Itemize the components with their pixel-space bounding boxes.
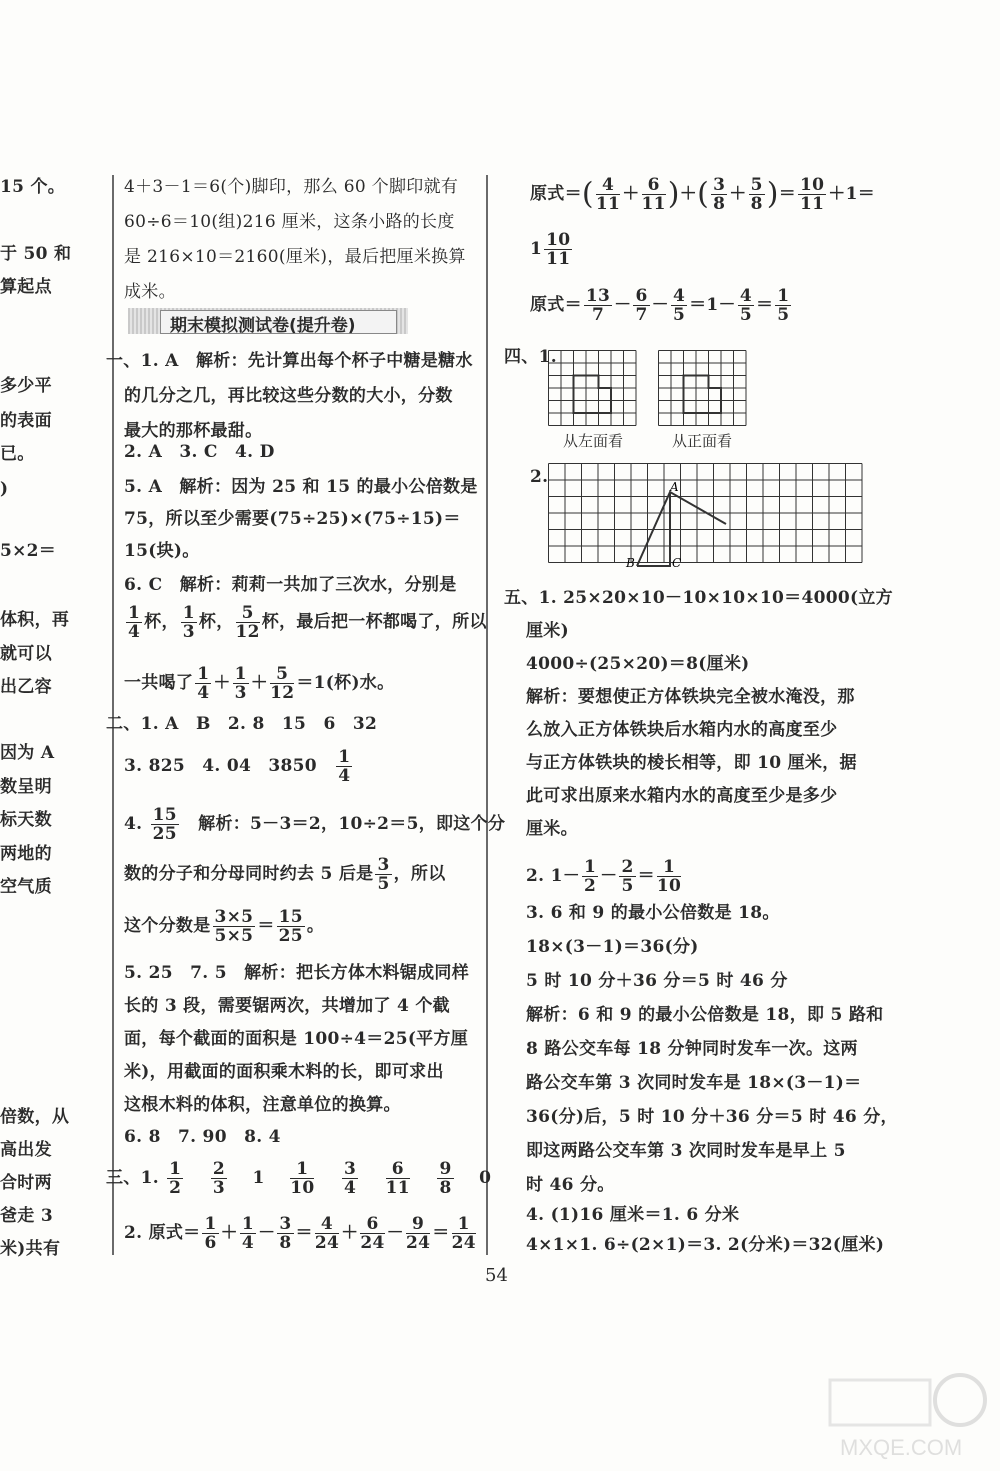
- answer-line: 厘米。: [526, 819, 578, 839]
- view-label: 从正面看: [672, 432, 733, 450]
- answer-line: 5. A 解析：因为 25 和 15 的最小公倍数是: [124, 477, 478, 497]
- answer-line: 解析：要想使正方体铁块完全被水淹没，那: [526, 687, 855, 707]
- answer-line: 此可求出原来水箱内水的高度至少是多少: [526, 786, 838, 806]
- answer-line: 原式＝ $\frac{13}{7}$ － $\frac{6}{7}$ － $\frac{4}{5}$ ＝1－ $\frac{4}{5}$ ＝ $\frac{1}{5}$: [530, 286, 790, 325]
- clipped-text-line: 于 50 和: [0, 244, 72, 264]
- answer-line: 么放入正方体铁块后水箱内水的高度至少: [526, 720, 838, 740]
- point-label: B: [626, 556, 635, 569]
- answer-line: 4000÷(25×20)＝8(厘米): [526, 654, 750, 674]
- answer-line: 数的分子和分母同时约去 5 后是 $\frac{3}{5}$ ，所以: [124, 855, 446, 894]
- clipped-text-line: ): [0, 479, 9, 499]
- clipped-text-line: 体积，再: [0, 610, 70, 630]
- answer-line: 解析：6 和 9 的最小公倍数是 18，即 5 路和: [526, 1005, 884, 1025]
- text-line: 60÷6＝10(组)216 厘米，这条小路的长度: [124, 212, 455, 232]
- answer-line: 这个分数是 $\frac{3\times 5}{5\times 5}$ ＝ $\frac{15}{25}$ 。: [124, 907, 325, 946]
- text-line: 成米。: [124, 282, 176, 302]
- clipped-text-line: 多少平: [0, 376, 52, 396]
- view-label: 从左面看: [563, 432, 624, 450]
- answer-line: 1 $\frac{10}{11}$: [530, 230, 571, 269]
- clipped-text-line: 5×2＝: [0, 541, 57, 561]
- answer-line: 长的 3 段，需要锯两次，共增加了 4 个截: [124, 996, 450, 1016]
- answer-line: 一、1. A 解析：先计算出每个杯子中糖是糖水: [106, 351, 473, 371]
- answer-line: 最大的那杯最甜。: [124, 421, 263, 441]
- clipped-text-line: 已。: [0, 444, 35, 464]
- answer-line: 5. 25 7. 5 解析：把长方体木料锯成同样: [124, 963, 470, 983]
- clipped-text-line: 两地的: [0, 844, 52, 864]
- fraction: $\frac{1}{4}$: [128, 603, 141, 642]
- clipped-text-line: 出乙容: [0, 677, 52, 697]
- answer-line: 二、1. A B 2. 8 15 6 32: [106, 714, 378, 734]
- triangle-rotation-grid: [548, 463, 866, 569]
- answer-line: 原式＝( $\frac{4}{11}$ ＋ $\frac{6}{11}$ )＋( $\frac{3}{8}$ ＋ $\frac{5}{8}$ )＝ $\frac{10}{11}$ ＋1＝: [530, 175, 876, 214]
- answer-line: 这根木料的体积，注意单位的换算。: [124, 1095, 401, 1115]
- answer-line: 2. A 3. C 4. D: [124, 442, 275, 462]
- answer-line: 4. $\frac{15}{25}$ 解析：5－3＝2，10÷2＝5，即这个分: [124, 805, 506, 844]
- clipped-text-line: 爸走 3: [0, 1206, 53, 1226]
- answer-line: 8 路公交车每 18 分钟同时发车一次。这两: [526, 1039, 858, 1059]
- clipped-text-line: 数呈明: [0, 777, 52, 797]
- page-number: 54: [485, 1265, 508, 1286]
- svg-text:MXQE.COM: MXQE.COM: [840, 1435, 963, 1460]
- answer-line: 厘米): [526, 621, 569, 641]
- fraction: $\frac{1}{3}$: [182, 603, 195, 642]
- answer-line: 即这两路公交车第 3 次同时发车是早上 5: [526, 1141, 846, 1161]
- answer-line: 2. 原式＝ $\frac{1}{6}$ ＋ $\frac{1}{4}$ － $\frac{3}{8}$ ＝ $\frac{4}{24}$ ＋ $\frac{6}{24}$ － $\frac{9}{24}$ ＝ $\frac{1}{24}$: [124, 1214, 476, 1253]
- clipped-text-line: 的表面: [0, 411, 52, 431]
- answer-line: 15(块)。: [124, 541, 200, 561]
- front-view-grid: [658, 350, 748, 427]
- answer-line: 的几分之几，再比较这些分数的大小，分数: [124, 386, 453, 406]
- clipped-text-line: 高出发: [0, 1140, 52, 1160]
- fraction: $\frac{5}{12}$: [235, 603, 260, 642]
- text-line: 是 216×10＝2160(厘米)，最后把厘米换算: [124, 247, 466, 267]
- point-label: A: [670, 480, 679, 494]
- point-label: C: [672, 556, 682, 569]
- answer-line: 75，所以至少需要(75÷25)×(75÷15)＝: [124, 509, 461, 529]
- answer-line: 6. C 解析：莉莉一共加了三次水，分别是: [124, 575, 457, 595]
- answer-line: 三、1. $\frac{1}{2}$ $\frac{2}{3}$ 1 $\frac{1}{10}$ $\frac{3}{4}$ $\frac{6}{11}$ $\frac{9}{8}$ 0: [106, 1159, 492, 1198]
- clipped-text-line: 标天数: [0, 810, 52, 830]
- answer-line: 面，每个截面的面积是 100÷4＝25(平方厘: [124, 1029, 469, 1049]
- answer-line: 时 46 分。: [526, 1175, 615, 1195]
- answer-line: $\frac{1}{4}$ 杯， $\frac{1}{3}$ 杯， $\frac{5}{12}$ 杯，最后把一杯都喝了，所以: [128, 603, 487, 642]
- answer-line: 5 时 10 分＋36 分＝5 时 46 分: [526, 971, 788, 991]
- answer-line: 6. 8 7. 90 8. 4: [124, 1127, 281, 1147]
- answer-line: 4. (1)16 厘米＝1. 6 分米: [526, 1205, 740, 1225]
- clipped-text-line: 就可以: [0, 644, 52, 664]
- answer-line: 五、1. 25×20×10－10×10×10＝4000(立方: [504, 588, 893, 608]
- text-line: 4＋3－1＝6(个)脚印，那么 60 个脚印就有: [124, 177, 459, 197]
- column-divider-right: [486, 175, 488, 1255]
- clipped-text-line: 米)共有: [0, 1239, 61, 1259]
- watermark-logo: [820, 1365, 990, 1465]
- answer-line: 18×(3－1)＝36(分): [526, 937, 699, 957]
- answer-line: 2. 1－ $\frac{1}{2}$ － $\frac{2}{5}$ ＝ $\frac{1}{10}$: [526, 857, 682, 896]
- answer-line: 36(分)后，5 时 10 分＋36 分＝5 时 46 分，: [526, 1107, 898, 1127]
- section-label: 四、1.: [504, 347, 557, 367]
- answer-line: 3. 6 和 9 的最小公倍数是 18。: [526, 903, 780, 923]
- section-label: 2.: [530, 467, 549, 487]
- clipped-text-line: 15 个。: [0, 177, 66, 197]
- answer-line: 与正方体铁块的棱长相等，即 10 厘米，据: [526, 753, 857, 773]
- section-title: 期末模拟测试卷(提升卷): [170, 316, 356, 336]
- clipped-text-line: 空气质: [0, 877, 52, 897]
- clipped-text-line: 合时两: [0, 1173, 52, 1193]
- answer-line: 路公交车第 3 次同时发车是 18×(3－1)＝: [526, 1073, 862, 1093]
- answer-line: 米)，用截面的面积乘木料的长，即可求出: [124, 1062, 444, 1082]
- answer-line: 3. 825 4. 04 3850 $\frac{1}{4}$: [124, 747, 351, 786]
- left-view-grid: [548, 350, 638, 427]
- clipped-text-line: 算起点: [0, 277, 52, 297]
- answer-line: 4×1×1. 6÷(2×1)＝3. 2(分米)＝32(厘米): [526, 1235, 885, 1255]
- clipped-text-line: 因为 A: [0, 743, 55, 763]
- clipped-text-line: 倍数，从: [0, 1107, 70, 1127]
- answer-line: 一共喝了 $\frac{1}{4}$ ＋ $\frac{1}{3}$ ＋ $\frac{5}{12}$ ＝1(杯)水。: [124, 664, 395, 703]
